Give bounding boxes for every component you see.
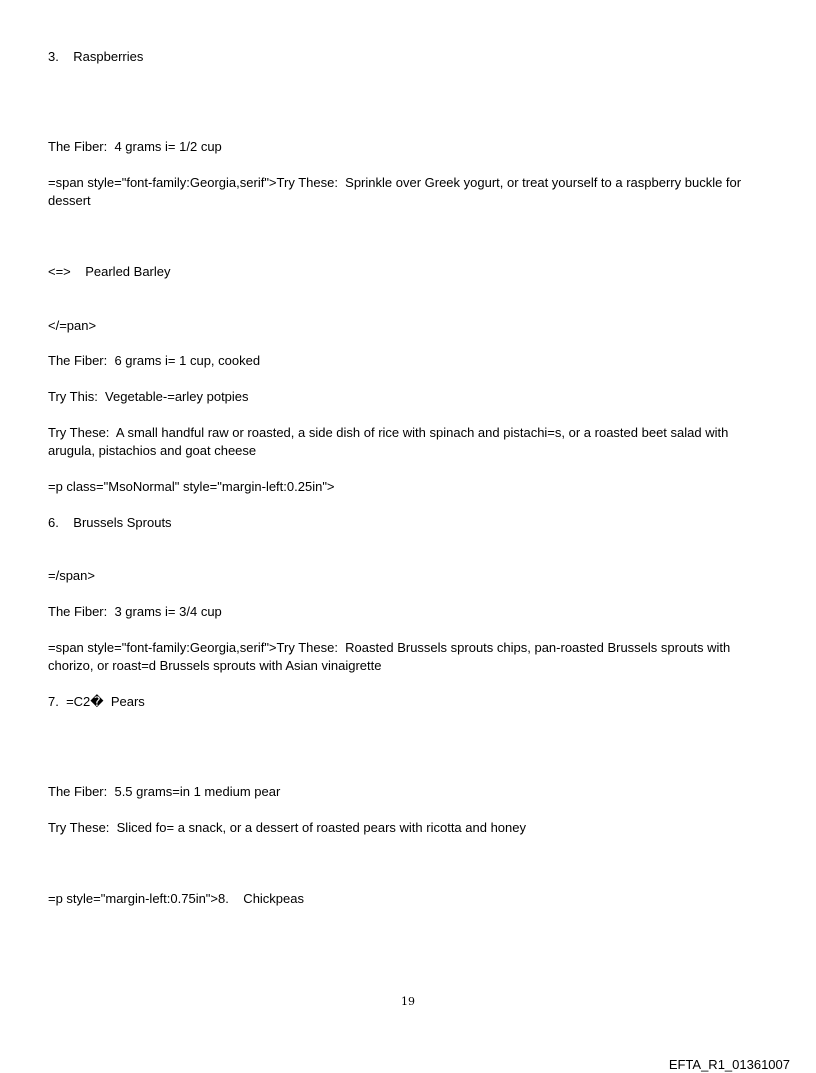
try-these-pears: Try These: Sliced fo= a snack, or a dessert of roasted pears with ricotta and honey (48, 820, 526, 835)
try-this-barley: Try This: Vegetable-=arley potpies (48, 389, 249, 404)
try-these-brussels-sprouts: =span style="font-family:Georgia,serif">Try These: Roasted Brussels sprouts chips, pan-roasted Brussels sprouts with chorizo, or roast=d Brussels sprouts with Asian vinaigrette (48, 640, 734, 673)
markup-fragment: </=pan> (48, 318, 97, 333)
markup-fragment: =/span> (48, 568, 95, 583)
list-item-raspberries: 3. Raspberries (48, 49, 144, 64)
fiber-barley: The Fiber: 6 grams i= 1 cup, cooked (48, 353, 261, 368)
fiber-raspberries: The Fiber: 4 grams i= 1/2 cup (48, 139, 222, 154)
list-item-pearled-barley: <=> Pearled Barley (48, 264, 171, 279)
list-item-chickpeas: =p style="margin-left:0.75in">8. Chickpeas (48, 891, 305, 906)
fiber-brussels-sprouts: The Fiber: 3 grams i= 3/4 cup (48, 604, 222, 619)
markup-fragment: =p class="MsoNormal" style="margin-left:0.25in"> (48, 479, 335, 494)
document-id: EFTA_R1_01361007 (668, 1057, 790, 1072)
list-item-pears: 7. =C2� Pears (48, 694, 145, 709)
fiber-pears: The Fiber: 5.5 grams=in 1 medium pear (48, 784, 281, 799)
page-number: 19 (401, 995, 415, 1008)
list-item-brussels-sprouts: 6. Brussels Sprouts (48, 515, 172, 530)
try-these-barley: Try These: A small handful raw or roasted, a side dish of rice with spinach and pistachi=s, or a roasted beet salad with arugula, pistachios and goat cheese (48, 425, 732, 458)
try-these-raspberries: =span style="font-family:Georgia,serif">Try These: Sprinkle over Greek yogurt, or treat yourself to a raspberry buckle for dessert (48, 175, 745, 208)
